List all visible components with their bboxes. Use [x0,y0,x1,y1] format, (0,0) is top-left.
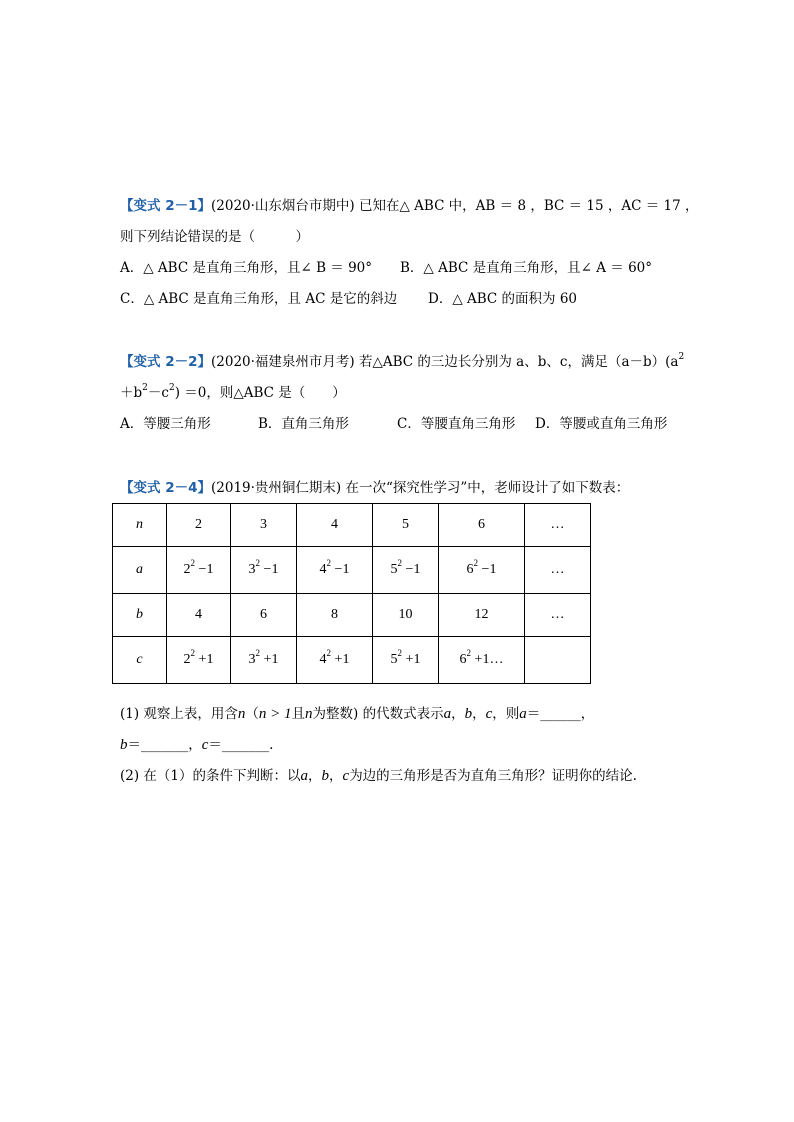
base: 2 [183,652,191,667]
base: 2 [183,562,191,577]
table-cell [373,637,439,684]
separator: ， [308,768,322,784]
answer-blank-b: ＝_______， [127,737,202,753]
q2-stem-l2-c: ) ＝0，则△ABC 是（ ） [174,385,346,401]
number-table [112,503,591,684]
separator: ， [451,706,465,722]
q3-stem [120,478,629,498]
q1-options-row1 [120,258,652,278]
exponent: 2 [190,558,196,568]
q3-stem-text: (2019·贵州铜仁期末) 在一次“探究性学习”中，老师设计了如下数表： [211,480,630,496]
table-cell: 8 [297,594,373,637]
var-n: n [305,706,313,722]
table-cell: 12 [439,594,525,637]
q3-part2-text: 为边的三角形是否为直角三角形？证明你的结论. [349,768,637,784]
var-a: a [443,706,452,722]
q3-part1-text: 且 [291,706,306,722]
table-cell [297,637,373,684]
suffix: −1 [260,562,279,577]
exponent: 2 [255,558,261,568]
table-cell [231,547,297,594]
q3-part2 [120,766,637,786]
q2-stem-l2-a: ＋b [120,385,143,401]
var-a: a [519,706,527,722]
condition: n > 1 [258,706,292,722]
q3-part1-line2 [120,735,273,755]
var-n: n [237,706,246,722]
row-head-a: a [113,547,167,594]
table-cell: 4 [167,594,231,637]
exponent: 2 [255,648,261,658]
table-cell: 3 [231,504,297,547]
q3-part1-text: （ [245,706,259,722]
q2-stem-line1 [120,352,684,372]
table-cell [231,637,297,684]
exponent: 2 [397,558,403,568]
q2-stem-l2-b: －c [147,385,169,401]
table-cell: … [525,594,591,637]
base: 4 [319,652,327,667]
q1-options-row2 [120,289,577,309]
suffix: +1 [331,652,350,667]
q1-option-b: B．△ ABC 是直角三角形，且∠ A ＝ 60° [400,260,652,276]
q1-stem-line1 [120,196,699,216]
table-cell [167,637,231,684]
table-row-c [113,637,591,684]
exponent: 2 [473,558,479,568]
q2-option-b: B．直角三角形 [258,416,349,432]
base: 6 [466,562,474,577]
suffix: +1 [402,652,421,667]
table-cell: 6 [439,504,525,547]
exponent: 2 [466,648,472,658]
q1-option-c: C．△ ABC 是直角三角形，且 AC 是它的斜边 [120,291,398,307]
table-cell: 5 [373,504,439,547]
base: 5 [390,562,398,577]
q1-option-a: A．△ ABC 是直角三角形，且∠ B ＝ 90° [120,260,372,276]
table-cell [439,637,525,684]
table-cell: 2 [167,504,231,547]
q3-part1-line1 [120,704,594,724]
separator: ， [329,768,343,784]
q2-tag: 【变式 2－2】 [120,354,211,370]
suffix: +1 [260,652,279,667]
base: 4 [319,562,327,577]
separator: ， [472,706,486,722]
base: 3 [248,562,256,577]
table-cell: … [525,547,591,594]
var-c: c [485,706,493,722]
row-head-b: b [113,594,167,637]
table-row-n [113,504,591,547]
q2-option-a: A．等腰三角形 [120,416,211,432]
var-b: b [464,706,473,722]
exponent: 2 [190,648,196,658]
q2-stem-line2 [120,383,346,403]
q2-exp1: 2 [678,352,685,362]
var-b: b [321,768,330,784]
q3-part1-text: ，则 [492,706,520,722]
suffix: −1 [195,562,214,577]
exponent: 2 [326,558,332,568]
table-cell [373,547,439,594]
table-cell [167,547,231,594]
var-b: b [120,737,128,753]
q2-stem-text: (2020·福建泉州市月考) 若△ABC 的三边长分别为 a、b、c，满足（a－b）(a [211,354,679,370]
q3-tag: 【变式 2－4】 [120,480,211,496]
exponent: 2 [326,648,332,658]
table-cell [525,637,591,684]
answer-blank-c: ＝_______. [208,737,274,753]
table-row-a [113,547,591,594]
q1-option-d: D．△ ABC 的面积为 60 [428,291,578,307]
var-c: c [342,768,350,784]
q3-part1-text: 为整数) 的代数式表示 [312,706,444,722]
table-cell: 4 [297,504,373,547]
base: 5 [390,652,398,667]
q3-part2-text: (2) 在（1）的条件下判断：以 [120,768,301,784]
suffix: −1 [478,562,497,577]
q2-exp3: 2 [168,383,175,393]
table-cell [297,547,373,594]
table-row-b [113,594,591,637]
exponent: 2 [397,648,403,658]
table-cell: … [525,504,591,547]
q2-option-c: C．等腰直角三角形 [397,416,516,432]
q2-option-d: D．等腰或直角三角形 [535,416,668,432]
table-cell: 6 [231,594,297,637]
answer-blank-a: ＝______， [526,706,595,722]
q1-tag: 【变式 2－1】 [120,198,211,214]
table-cell: 10 [373,594,439,637]
base: 6 [459,652,467,667]
q1-stem-text: (2020·山东烟台市期中) 已知在△ ABC 中，AB ＝ 8 ，BC ＝ 15 ，AC ＝ 17 ， [211,198,699,214]
var-a: a [300,768,309,784]
base: 3 [248,652,256,667]
q3-part1-text: (1) 观察上表，用含 [120,706,238,722]
q2-exp2: 2 [142,383,148,393]
q2-options-row [120,414,667,434]
suffix: +1… [471,652,504,667]
suffix: −1 [331,562,350,577]
suffix: +1 [195,652,214,667]
table-cell [439,547,525,594]
q1-stem-line2: 则下列结论错误的是（ ） [120,229,309,245]
var-c: c [201,737,209,753]
row-head-c: c [113,637,167,684]
row-head-n: n [113,504,167,547]
suffix: −1 [402,562,421,577]
